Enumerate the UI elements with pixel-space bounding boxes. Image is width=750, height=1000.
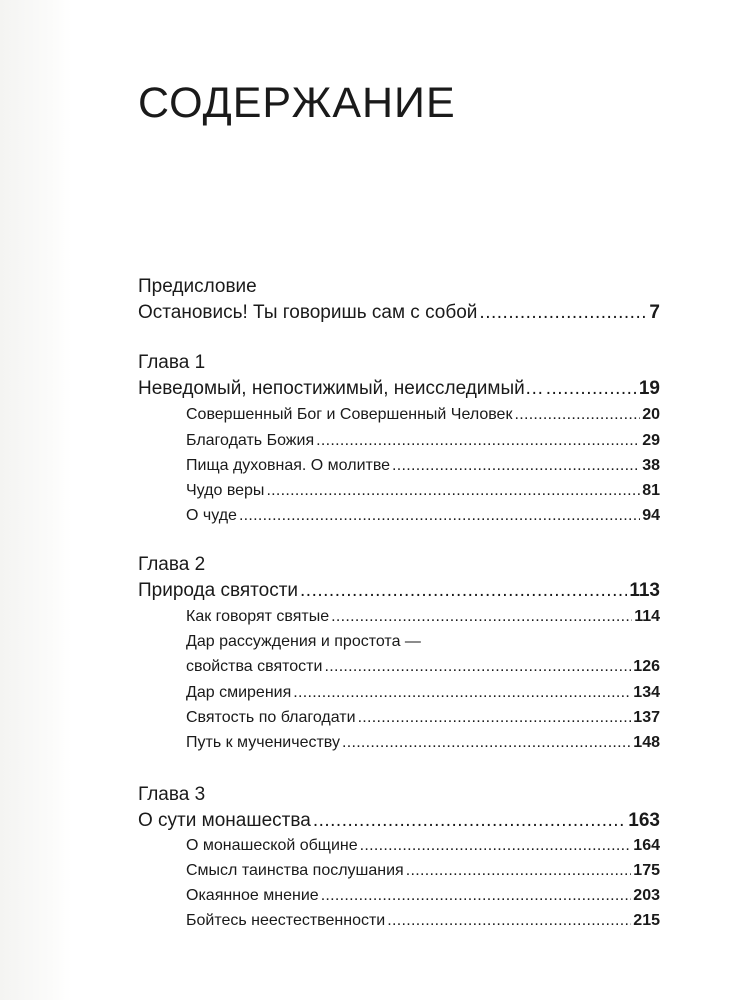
dot-leader [360, 837, 632, 855]
toc-subentry[interactable] [138, 887, 660, 905]
dot-leader [392, 457, 640, 475]
toc-entry-page: 38 [642, 457, 660, 474]
toc-entry-title: О сути монашества [138, 810, 311, 831]
dot-leader [321, 887, 632, 905]
toc-subentry[interactable] [138, 912, 660, 930]
toc-entry-title: Путь к мученичеству [186, 734, 340, 751]
toc-entry-page: 94 [642, 507, 660, 524]
dot-leader [293, 684, 631, 702]
dot-leader [358, 709, 632, 727]
dot-leader [546, 378, 637, 400]
chapter-1-heading: Глава 1 [138, 352, 206, 373]
toc-subentry[interactable] [138, 658, 660, 676]
toc-entry-title: О монашеской общине [186, 837, 358, 854]
toc-entry-title: Чудо веры [186, 482, 265, 499]
dot-leader [239, 507, 640, 525]
dot-leader [266, 482, 640, 500]
toc-entry-page: 137 [633, 709, 660, 726]
toc-entry-page: 19 [638, 378, 660, 399]
toc-entry-page: 113 [629, 580, 660, 601]
toc-entry-title: О чуде [186, 507, 237, 524]
toc-entry-chapter-2[interactable] [138, 580, 660, 602]
toc-entry-page: 134 [633, 684, 660, 701]
toc-subentry[interactable] [138, 482, 660, 500]
toc-entry-page: 126 [633, 658, 660, 675]
toc-entry-page: 29 [642, 432, 660, 449]
toc-entry-title: Пища духовная. О молитве [186, 457, 391, 474]
toc-entry-page: 114 [634, 608, 660, 625]
dot-leader [313, 810, 626, 832]
toc-subentry[interactable] [138, 684, 660, 702]
toc-entry-chapter-3[interactable] [138, 810, 660, 832]
toc-subentry[interactable] [138, 432, 660, 450]
toc-entry-title: Неведомый, непостижимый, неисследимый… [138, 378, 544, 399]
toc-entry-page: 7 [649, 302, 660, 323]
toc-entry-preface[interactable] [138, 302, 660, 324]
dot-leader [387, 912, 631, 930]
page-title: СОДЕРЖАНИЕ [138, 79, 456, 127]
toc-subentry[interactable] [138, 457, 660, 475]
page-binding-edge [0, 0, 72, 1000]
toc-entry-title: Благодать Божия [186, 432, 315, 449]
dot-leader [342, 734, 631, 752]
toc-entry-page: 163 [628, 810, 660, 831]
dot-leader [316, 432, 640, 450]
dot-leader [406, 862, 632, 880]
dot-leader [300, 580, 627, 602]
toc-entry-page: 148 [633, 734, 660, 751]
toc-subentry[interactable] [138, 608, 660, 626]
toc-entry-title: Дар рассуждения и простота — [186, 633, 421, 650]
chapter-3-heading: Глава 3 [138, 784, 206, 805]
dot-leader [324, 658, 631, 676]
dot-leader [331, 608, 632, 626]
toc-subentry[interactable] [138, 406, 660, 424]
toc-entry-title: Дар смирения [186, 684, 292, 701]
toc-entry-title: Смысл таинства послушания [186, 862, 404, 879]
toc-subentry[interactable] [138, 734, 660, 752]
toc-subentry-line1[interactable] [138, 633, 660, 651]
toc-entry-title: Остановись! Ты говоришь сам с собой [138, 302, 478, 323]
toc-entry-title: Совершенный Бог и Совершенный Человек [186, 406, 513, 423]
toc-entry-title: Природа святости [138, 580, 299, 601]
toc-subentry[interactable] [138, 709, 660, 727]
toc-entry-page: 81 [642, 482, 660, 499]
dot-leader [479, 302, 647, 324]
toc-entry-page: 203 [633, 887, 660, 904]
preface-heading: Предисловие [138, 276, 257, 297]
toc-entry-page: 20 [642, 406, 660, 423]
toc-entry-title-continued: свойства святости [186, 658, 323, 675]
toc-entry-title: Как говорят святые [186, 608, 330, 625]
toc-subentry[interactable] [138, 507, 660, 525]
dot-leader [514, 406, 640, 424]
toc-entry-page: 175 [633, 862, 660, 879]
toc-subentry[interactable] [138, 837, 660, 855]
toc-entry-title: Бойтесь неестественности [186, 912, 386, 929]
toc-entry-chapter-1[interactable] [138, 378, 660, 400]
toc-entry-page: 215 [633, 912, 660, 929]
toc-entry-title: Святость по благодати [186, 709, 356, 726]
chapter-2-heading: Глава 2 [138, 554, 206, 575]
toc-entry-page: 164 [633, 837, 660, 854]
toc-subentry[interactable] [138, 862, 660, 880]
toc-entry-title: Окаянное мнение [186, 887, 319, 904]
